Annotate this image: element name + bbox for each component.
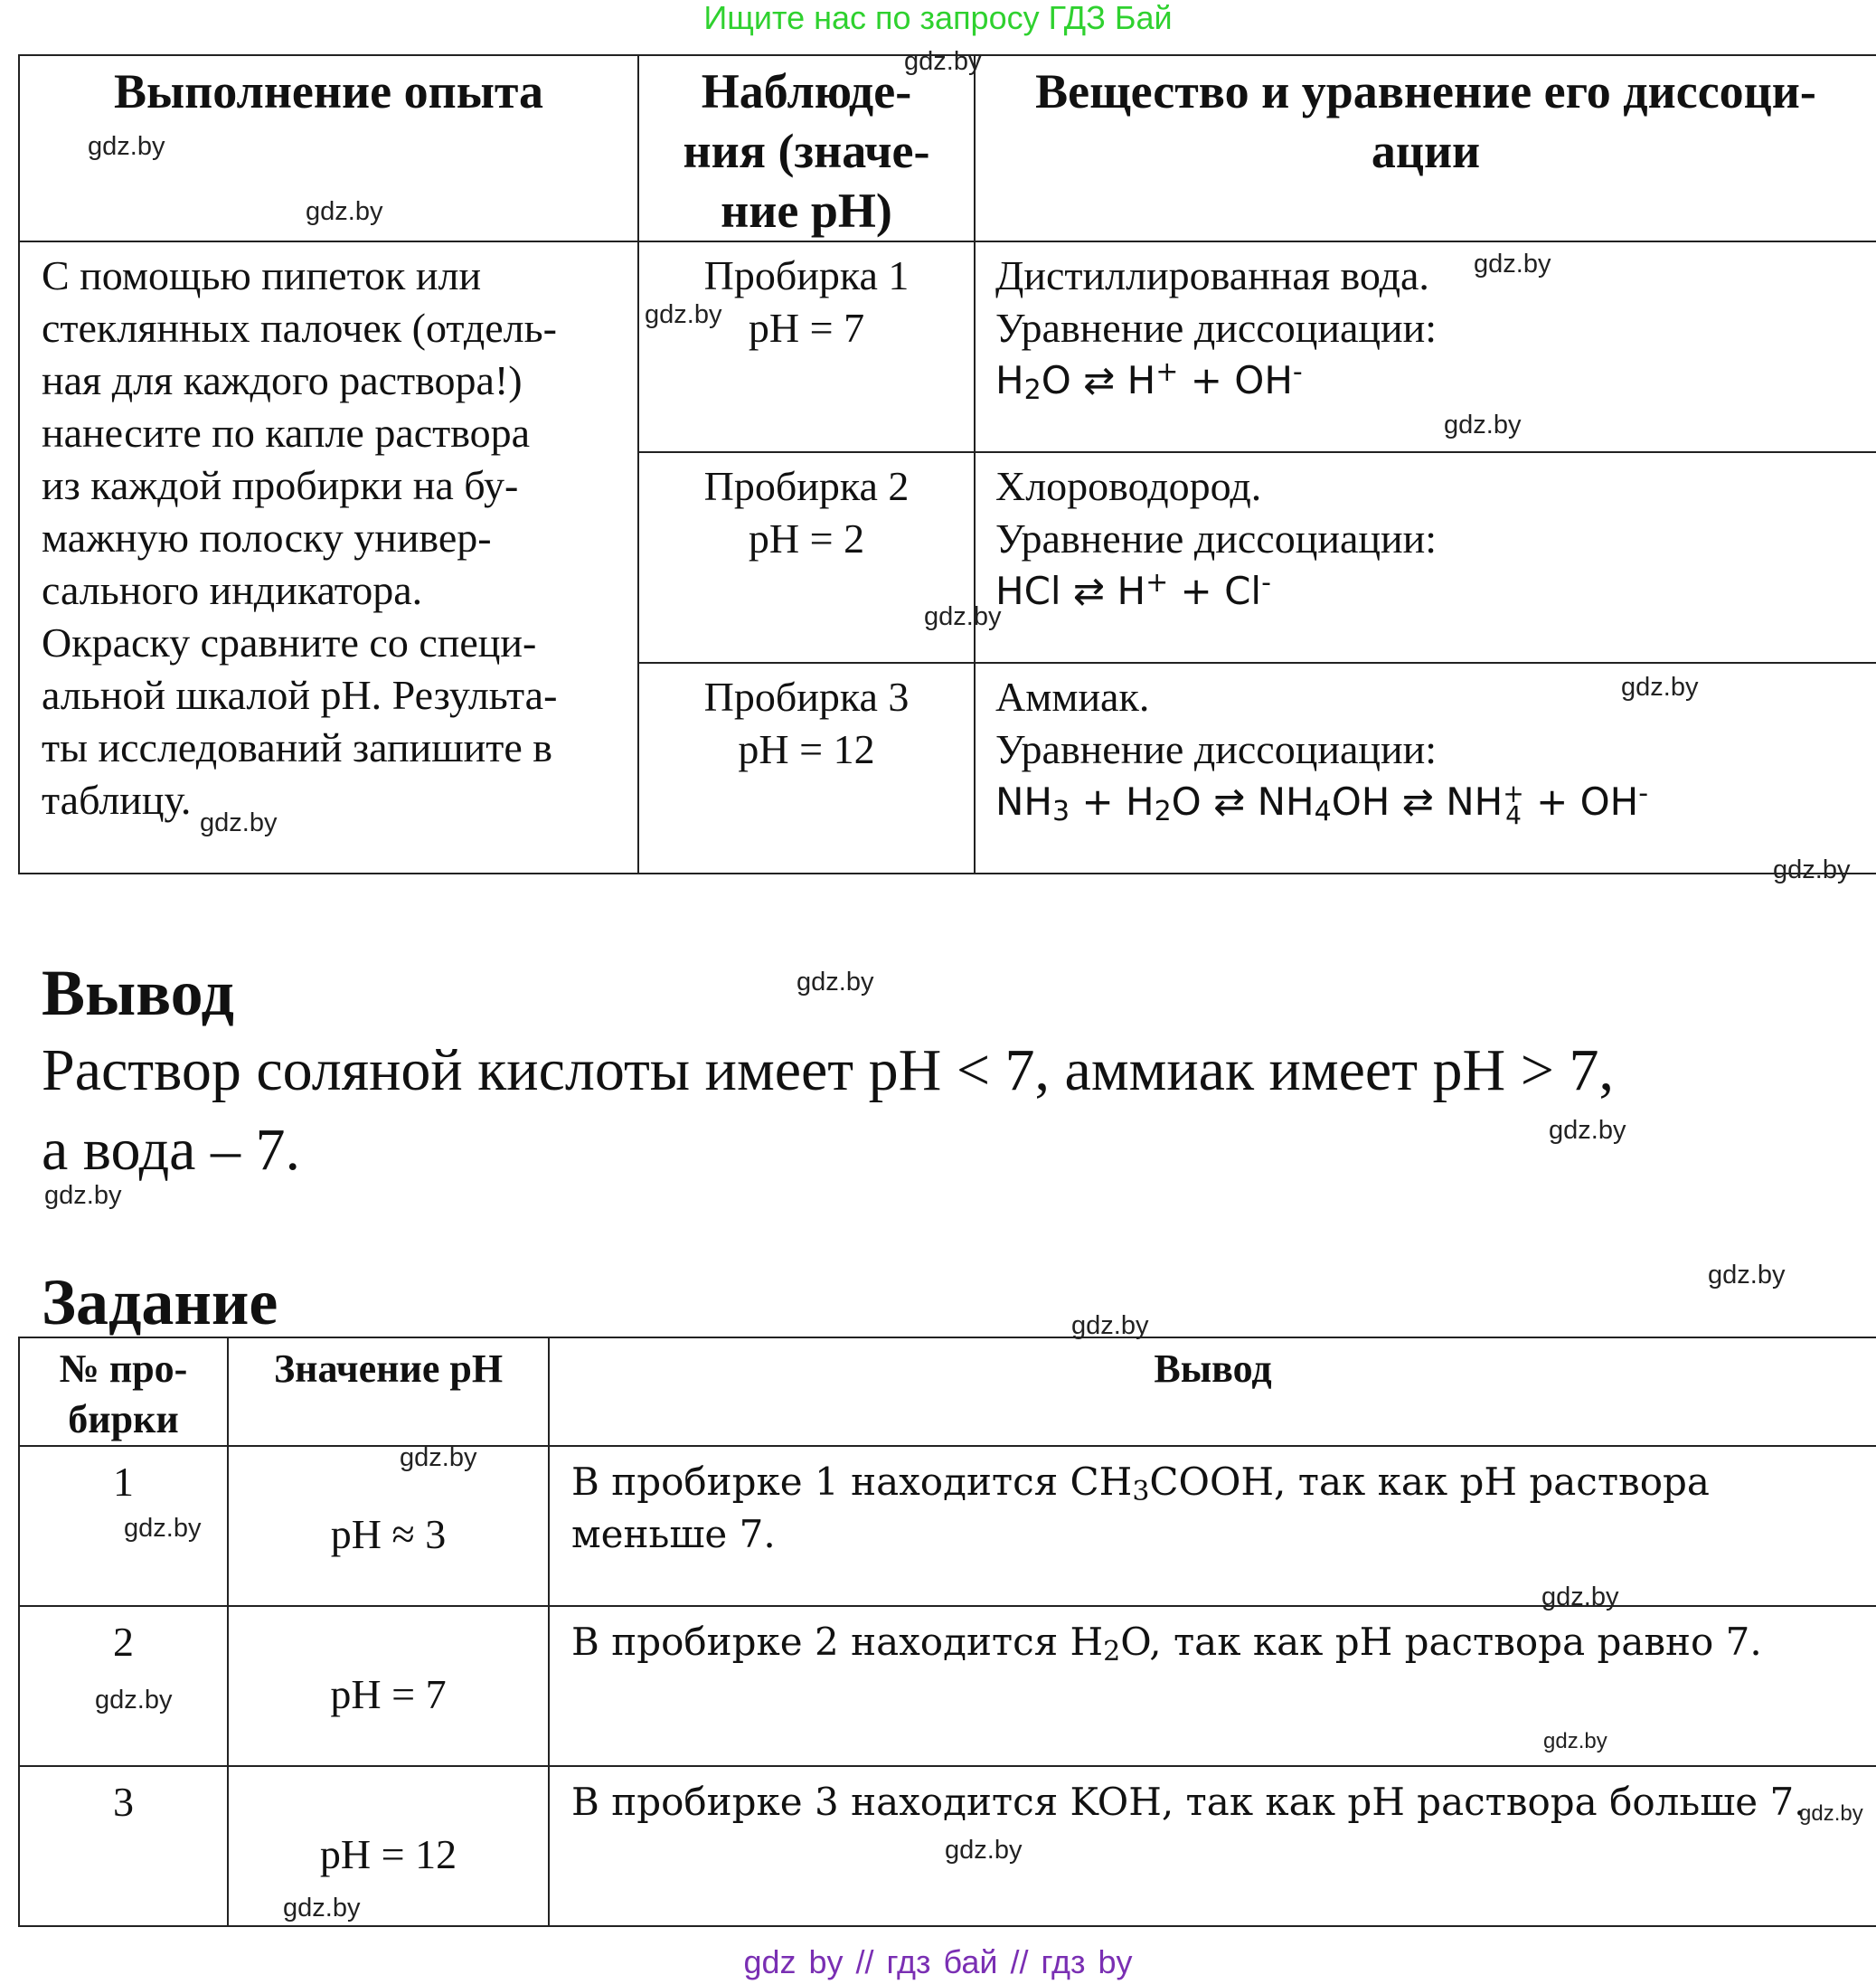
header-ph-value: Значение pH — [228, 1337, 549, 1446]
watermark: gdz.by — [283, 1894, 361, 1923]
conclusion-heading: Вывод — [42, 957, 234, 1029]
tube-label: Пробирка 3 — [703, 674, 910, 720]
watermark: gdz.by — [306, 197, 383, 226]
watermark: gdz.by — [797, 968, 874, 997]
substance-cell — [975, 241, 1876, 452]
watermark: gdz.by — [88, 132, 165, 161]
watermark: gdz.by — [1773, 855, 1851, 884]
header-observations — [638, 55, 975, 241]
observation-cell — [638, 452, 975, 663]
observation-cell — [638, 241, 975, 452]
result-cell — [549, 1446, 1876, 1606]
equation-label: Уравнение диссоциации: — [995, 515, 1437, 562]
ph-value: pH ≈ 3 — [228, 1446, 549, 1606]
procedure-line: из каждой пробирки на бу- — [42, 462, 519, 508]
conclusion-line: а вода – 7. — [42, 1117, 300, 1183]
dissociation-equation: HCl ⇄ H+ + Cl- — [995, 567, 1271, 613]
procedure-line: нанесите по капле раствора — [42, 410, 531, 456]
procedure-line: мажную полоску универ- — [42, 515, 492, 561]
watermark: gdz.by — [945, 1836, 1023, 1865]
watermark: gdz.by — [904, 47, 982, 76]
header-observations-line: Наблюде- — [701, 64, 912, 118]
tube-number: 3 — [19, 1766, 228, 1926]
task-heading: Задание — [42, 1266, 278, 1338]
watermark: gdz.by — [645, 300, 722, 329]
watermark: gdz.by — [95, 1686, 173, 1715]
header-procedure: Выполнение опыта — [19, 55, 638, 241]
watermark: gdz.by — [44, 1181, 122, 1210]
header-substance-line: Вещество и уравнение его диссоци- — [1035, 64, 1816, 118]
procedure-line: таблицу. — [42, 777, 192, 823]
substance-name: Дистиллированная вода. — [995, 252, 1429, 298]
watermark: gdz.by — [400, 1443, 477, 1472]
watermark: gdz.by — [1549, 1116, 1626, 1145]
procedure-line: альной шкалой pH. Результа- — [42, 672, 558, 718]
result-cell — [549, 1606, 1876, 1766]
substance-name: Аммиак. — [995, 674, 1150, 720]
header-substance — [975, 55, 1876, 241]
watermark: gdz.by — [1444, 411, 1522, 439]
tube-label: Пробирка 1 — [703, 252, 910, 298]
watermark: gdz.by — [1541, 1582, 1619, 1611]
watermark: gdz.by — [124, 1514, 202, 1543]
header-observations-line: ния (значе- — [683, 124, 930, 178]
observation-cell — [638, 663, 975, 874]
watermark: gdz.by — [1071, 1311, 1149, 1340]
top-banner[interactable]: Ищите нас по запросу ГДЗ Бай — [703, 0, 1173, 36]
header-tube-number — [19, 1337, 228, 1446]
experiment-table — [18, 54, 1876, 874]
dissociation-equation: $NH_3 + H_2O$ ⇄ $NH_4OH$ ⇄ NH + 4 + OH- — [995, 778, 1649, 830]
header-result: Вывод — [549, 1337, 1876, 1446]
header-substance-line: ации — [1371, 124, 1481, 178]
result-cell — [549, 1766, 1876, 1926]
watermark: gdz.by — [1708, 1261, 1786, 1290]
equation-label: Уравнение диссоциации: — [995, 726, 1437, 772]
procedure-line: С помощью пипеток или — [42, 252, 482, 298]
header-tube-number-line: бирки — [68, 1397, 179, 1441]
watermark: gdz.by — [1799, 1801, 1863, 1826]
watermark: gdz.by — [924, 602, 1002, 631]
tube-label: Пробирка 2 — [703, 463, 910, 509]
watermark: gdz.by — [1474, 250, 1551, 279]
procedure-line: сального индикатора. — [42, 567, 423, 613]
result-line: В пробирке 2 находится $H_2O$, так как pH раствора равно 7. — [571, 1620, 1762, 1668]
procedure-line: ты исследований запишите в — [42, 724, 553, 770]
equation-label: Уравнение диссоциации: — [995, 305, 1437, 351]
watermark: gdz.by — [200, 808, 278, 837]
result-line: В пробирке 3 находится KOH, так как pH раствора больше 7. — [571, 1780, 1806, 1824]
watermark: gdz.by — [1621, 673, 1699, 702]
result-line: меньше 7. — [571, 1512, 776, 1556]
procedure-line: ная для каждого раствора!) — [42, 357, 523, 403]
bottom-banner[interactable]: gdz by // гдз бай // гдз by — [743, 1943, 1133, 1980]
procedure-cell — [19, 241, 638, 874]
dissociation-equation: $H_2O$ ⇄ H+ + OH- — [995, 356, 1303, 406]
watermark: gdz.by — [1543, 1729, 1607, 1753]
ph-value: pH = 12 — [228, 1766, 549, 1926]
header-observations-line: ние pH) — [721, 184, 892, 238]
substance-name: Хлороводород. — [995, 463, 1262, 509]
ph-value: pH = 7 — [748, 305, 865, 351]
result-line: В пробирке 1 находится $CH_3COOH$, так как pH раствора — [571, 1460, 1710, 1507]
tube-number: 1 — [19, 1446, 228, 1606]
ph-value: pH = 7 — [228, 1606, 549, 1766]
procedure-line: стеклянных палочек (отдель- — [42, 305, 557, 351]
ph-value: pH = 2 — [748, 515, 865, 562]
substance-cell — [975, 452, 1876, 663]
procedure-line: Окраску сравните со специ- — [42, 619, 537, 666]
ph-value: pH = 12 — [738, 726, 875, 772]
conclusion-line: Раствор соляной кислоты имеет pH < 7, аммиак имеет pH > 7, — [42, 1037, 1614, 1103]
substance-cell — [975, 663, 1876, 874]
tube-number: 2 — [19, 1606, 228, 1766]
header-tube-number-line: № про- — [59, 1346, 188, 1391]
